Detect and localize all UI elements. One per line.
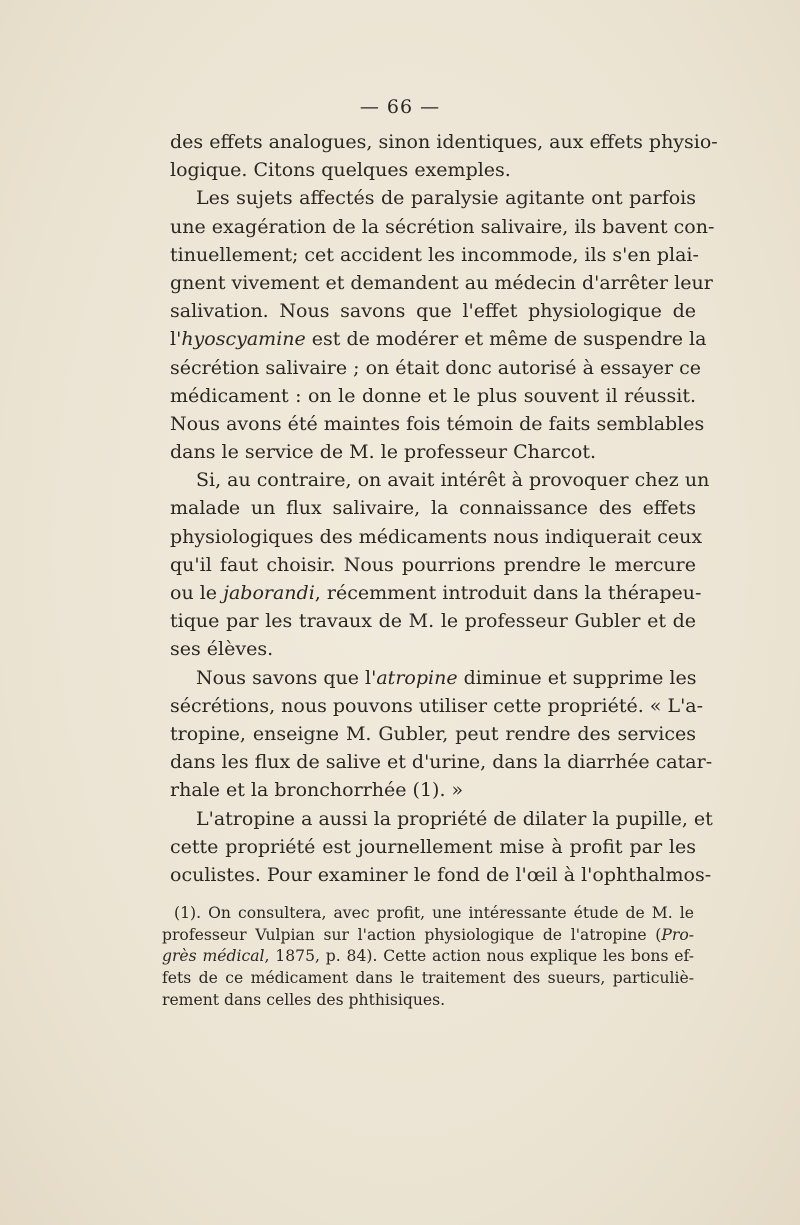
italic-term: hyoscyamine (181, 328, 306, 351)
text-line: une exagération de la sécrétion salivaire, ils bavent con- (170, 215, 715, 238)
text-line (170, 664, 696, 692)
text-segment: diminue et supprime les (457, 666, 697, 689)
text-line: tique par les travaux de M. le professeur Gubler et de (170, 610, 696, 633)
text-line: sécrétion salivaire ; on était donc autorisé à essayer ce (170, 356, 702, 379)
text-line (170, 579, 702, 607)
text-segment: l' (170, 328, 182, 351)
footnote-line: (1). On consultera, avec profit, une intéressante étude de M. le (174, 904, 694, 922)
text-line: tropine, enseigne M. Gubler, peut rendre des services (170, 722, 696, 745)
text-line: qu'il faut choisir. Nous pourrions prendre le mercure (170, 553, 696, 576)
text-line: sécrétions, nous pouvons utiliser cette propriété. « L'a- (170, 694, 704, 717)
text-line: Les sujets affectés de paralysie agitante ont parfois (196, 187, 696, 210)
text-segment: , 1875, p. 84). Cette action nous explique les bons ef- (264, 947, 694, 966)
body-text (170, 128, 718, 889)
text-line: dans les flux de salive et d'urine, dans la diarrhée catar- (170, 751, 713, 774)
text-segment: professeur Vulpian sur l'action physiologique de l'atropine ( (162, 925, 662, 944)
italic-term: Pro- (661, 925, 694, 944)
page-number: — 66 — (359, 96, 441, 118)
text-line: logique. Citons quelques exemples. (170, 159, 511, 182)
text-line (170, 325, 707, 353)
italic-term: grès médical (162, 947, 265, 966)
text-line: médicament : on le donne et le plus souvent il réussit. (170, 384, 696, 407)
text-line: rhale et la bronchorrhée (1). » (170, 779, 464, 802)
text-line: ses élèves. (170, 638, 274, 661)
text-line: gnent vivement et demandent au médecin d'arrêter leur (170, 271, 713, 294)
footnote (162, 903, 694, 1011)
text-segment: , récemment introduit dans la thérapeu- (314, 582, 702, 604)
italic-term: jaborandi (223, 582, 315, 604)
footnote-line (162, 925, 694, 947)
text-line: des effets analogues, sinon identiques, aux effets physio- (170, 131, 718, 153)
text-line: tinuellement; cet accident les incommode, ils s'en plai- (170, 243, 699, 266)
text-line: physiologiques des médicaments nous indiquerait ceux (170, 525, 703, 548)
italic-term: atropine (376, 666, 458, 689)
footnote-line: rement dans celles des phthisiques. (162, 990, 446, 1009)
text-line: dans le service de M. le professeur Charcot. (170, 441, 597, 464)
text-line: Nous avons été maintes fois témoin de faits semblables (170, 412, 705, 435)
text-line: cette propriété est journellement mise à profit par les (170, 835, 696, 858)
footnote-line (162, 946, 694, 968)
text-segment: Nous savons que l' (196, 666, 377, 689)
text-segment: ou le (170, 582, 224, 604)
text-line: L'atropine a aussi la propriété de dilater la pupille, et (196, 807, 713, 830)
footnote-line: fets de ce médicament dans le traitement des sueurs, particuliè- (162, 969, 694, 988)
text-line: oculistes. Pour examiner le fond de l'œil à l'ophthalmos- (170, 863, 712, 886)
text-line: malade un flux salivaire, la connaissance des effets (170, 497, 696, 520)
text-line: salivation. Nous savons que l'effet physiologique de (170, 300, 696, 323)
text-line: Si, au contraire, on avait intérêt à provoquer chez un (196, 469, 710, 492)
text-segment: est de modérer et même de suspendre la (305, 328, 707, 351)
